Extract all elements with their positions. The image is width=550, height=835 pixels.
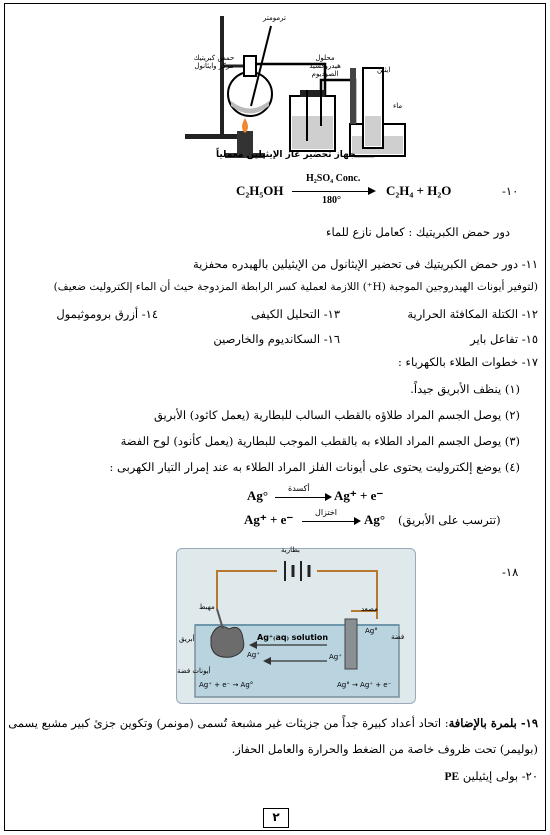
acid-mix-label: حمض كبريتيك مركز وايثانول — [193, 54, 235, 70]
item17-step3: (٣) يوصل الجسم المراد الطلاء به بالقطب الموجب للبطارية (يعمل كأنود) لوح الفضة — [120, 434, 520, 448]
water-label: ماء — [393, 102, 403, 110]
cathode-reaction: Ag⁺ + e⁻ → Ag° — [199, 681, 254, 689]
item11-line1: ١١- دور حمض الكبريتيك فى تحضير الإيثانول من الإيثيلين بالهيدره محفزية — [192, 257, 538, 271]
item10-arrowhead — [368, 187, 376, 195]
item18-number: -١٨ — [502, 565, 519, 579]
ag-ion-left: Ag⁺ — [247, 651, 260, 659]
item17-step1: (١) ينظف الأبريق جيداً. — [410, 382, 520, 396]
item15: ١٥- تفاعل باير — [470, 332, 538, 346]
item19-line1 — [8, 716, 538, 730]
cathode-label: مهبط — [199, 603, 215, 611]
item19-definition: : اتحاد أعداد كبيرة جداً من جزيئات غير مشبعة تُسمى (مونمر) وتكوين جزئ كبير مشبع يسمى — [8, 716, 449, 730]
apparatus-drawing — [125, 6, 415, 166]
eq2-lhs: Ag⁺ + e⁻ — [244, 512, 294, 527]
item10-lhs: C₂H₅OH — [236, 183, 284, 198]
eq1-rhs: Ag⁺ + e⁻ — [334, 488, 384, 503]
item10-number: -١٠ — [502, 184, 519, 198]
item10-rhs: C₂H₄ + H₂O — [386, 183, 452, 198]
item10-catalyst: H₂SO₄ Conc. — [306, 173, 361, 184]
item17-title: ١٧- خطوات الطلاء بالكهرباء : — [398, 355, 538, 369]
silver-label: فضة — [391, 633, 405, 641]
item16: ١٦- السكانديوم والخارصين — [213, 332, 340, 346]
eq2-rhs: Ag° — [364, 512, 386, 527]
item17-step2: (٢) يوصل الجسم المراد طلاؤه بالقطب السالب للبطارية (يعمل كاثود) الأبريق — [153, 408, 520, 422]
item13: ١٣- التحليل الكيفى — [250, 307, 340, 321]
item11-line2: (لتوفير أيونات الهيدروجين الموجبة (H⁺) اللازمة لعملية كسر الرابطة المزدوجة حيث أن الماء إلكتروليت ضعيف) — [53, 281, 538, 293]
item19-line2: (بوليمر) تحت ظروف خاصة من الضغط والحرارة والعامل الحفاز. — [231, 742, 538, 756]
naoh-label: محلول هيدروكسيد الصوديوم — [309, 54, 341, 78]
anode-label: مصعد — [361, 605, 378, 613]
silver-ions-label: أيونات فضة — [177, 667, 211, 675]
eq1-label: أكسدة — [288, 484, 310, 493]
item20-pe: PE — [444, 771, 460, 783]
anode-reaction: Ag° → Ag⁺ + e⁻ — [337, 681, 392, 689]
eq2-arrowhead — [354, 517, 361, 525]
eq1-arrowhead — [325, 493, 332, 501]
battery-label: بطارية — [281, 546, 300, 554]
item10-temperature: 180° — [322, 195, 341, 206]
item19-term: ١٩- بلمرة بالإضافة — [448, 716, 538, 730]
page-number: ٢ — [263, 808, 289, 828]
jug-label: أبريق — [179, 635, 195, 643]
eq2-label: اختزال — [315, 508, 338, 517]
thermometer-label: ترمومتر — [263, 14, 286, 22]
ag-ion-right: Ag⁺ — [329, 653, 342, 661]
eq2-note: (تترسب على الأبريق) — [398, 513, 501, 527]
item17-step4: (٤) يوضع إلكتروليت يحتوى على أيونات الفلز المراد الطلاء به عند إمرار التيار الكهربى : — [109, 460, 520, 474]
item14: ١٤- أزرق بروموثيمول — [56, 307, 158, 321]
ethylene-apparatus-figure — [125, 6, 415, 166]
eq1-arrow — [275, 497, 327, 498]
ag-plate-label: Ag° — [365, 627, 378, 635]
eq2-arrow — [302, 521, 356, 522]
solution-label: Ag⁺₍aq₎ solution — [257, 633, 329, 642]
figure1-caption: جهاز تحضير غاز الإيثيلين معملياً — [216, 150, 356, 160]
item10-arrow — [292, 191, 374, 192]
item12: ١٢- الكتلة المكافئة الحرارية — [407, 307, 538, 321]
eq1-lhs: Ag° — [247, 488, 269, 503]
electroplating-figure — [176, 548, 416, 704]
item20 — [444, 769, 538, 783]
ethylene-label: ايثين — [377, 66, 391, 74]
item10-note: دور حمض الكبريتيك : كعامل نازع للماء — [326, 225, 510, 239]
item20-text: ٢٠- بولى إيثيلين — [462, 769, 538, 783]
